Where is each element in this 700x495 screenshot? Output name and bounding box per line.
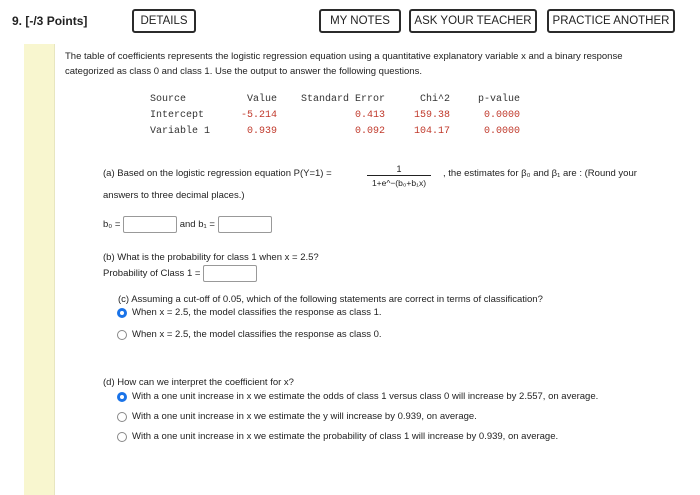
- part-d-option-2-radio[interactable]: [117, 412, 127, 422]
- b1-input[interactable]: [218, 216, 272, 233]
- part-c-option-2-radio[interactable]: [117, 330, 127, 340]
- ask-teacher-button[interactable]: ASK YOUR TEACHER: [409, 9, 537, 33]
- table-header: p-value: [477, 93, 520, 105]
- table-cell: Variable 1: [150, 125, 211, 137]
- part-b: [103, 250, 319, 282]
- part-d: [103, 377, 294, 388]
- coefficients-table: [150, 91, 520, 139]
- table-header: Standard Error: [300, 93, 385, 105]
- part-b-prompt: (b) What is the probability for class 1 when x = 2.5?: [103, 252, 319, 263]
- table-row: [150, 107, 520, 123]
- points-label: [-/3 Points]: [25, 14, 88, 28]
- table-cell: 0.0000: [483, 125, 520, 137]
- intro-text: The table of coefficients represents the logistic regression equation using a quantitative explanatory variable x and a binary response categorized as class 0 and class 1. Use the output to answer the following questions.: [65, 51, 623, 77]
- table-header: Source: [150, 93, 187, 105]
- part-a-prompt-tail: , the estimates for β₀ and β₁ are : (Round your: [443, 168, 637, 179]
- table-header-row: [150, 91, 520, 107]
- practice-another-button[interactable]: PRACTICE ANOTHER: [547, 9, 675, 33]
- part-a-instruction: answers to three decimal places.): [103, 190, 245, 201]
- part-c-option-1-radio[interactable]: [117, 308, 127, 318]
- table-cell: 0.413: [354, 109, 385, 121]
- formula-numerator: 1: [367, 164, 431, 176]
- table-cell: 159.38: [413, 109, 450, 121]
- part-d-option-1-label[interactable]: With a one unit increase in x we estimate the odds of class 1 versus class 0 will increase by 2.557, on average.: [132, 391, 599, 402]
- table-cell: 104.17: [413, 125, 450, 137]
- part-c-option-2-label[interactable]: When x = 2.5, the model classifies the response as class 0.: [132, 329, 382, 340]
- part-c-prompt: (c) Assuming a cut-off of 0.05, which of the following statements are correct in terms of classification?: [118, 294, 543, 305]
- left-margin-bar: [24, 44, 55, 495]
- part-d-prompt: (d) How can we interpret the coefficient for x?: [103, 377, 294, 388]
- b0-input[interactable]: [123, 216, 177, 233]
- table-cell: 0.0000: [483, 109, 520, 121]
- part-c-option-1-label[interactable]: When x = 2.5, the model classifies the response as class 1.: [132, 307, 382, 318]
- b1-label: and b₁ =: [179, 219, 215, 231]
- table-cell: 0.092: [354, 125, 385, 137]
- question-header: [0, 0, 700, 44]
- part-c: [118, 294, 543, 305]
- part-d-option-1-radio[interactable]: [117, 392, 127, 402]
- logistic-formula: [360, 164, 438, 188]
- probability-label: Probability of Class 1 =: [103, 268, 201, 280]
- table-header: Chi^2: [419, 93, 450, 105]
- formula-denominator: 1+e^−(b₀+b₁x): [371, 178, 427, 188]
- part-d-option-3-label[interactable]: With a one unit increase in x we estimate the probability of class 1 will increase by 0.939, on average.: [132, 431, 559, 442]
- table-row: [150, 123, 520, 139]
- my-notes-button[interactable]: MY NOTES: [319, 9, 401, 33]
- table-header: Value: [246, 93, 277, 105]
- table-cell: Intercept: [150, 109, 205, 121]
- question-body: [55, 44, 700, 495]
- part-a-prompt: (a) Based on the logistic regression equation P(Y=1) =: [103, 168, 332, 179]
- question-number: 9. [-/3 Points]: [12, 14, 88, 28]
- b0-label: b₀ =: [103, 219, 121, 231]
- table-cell: -5.214: [240, 109, 277, 121]
- table-cell: 0.939: [246, 125, 277, 137]
- part-a-inputs: [103, 216, 272, 233]
- details-button[interactable]: DETAILS: [132, 9, 196, 33]
- probability-input[interactable]: [203, 265, 257, 282]
- part-d-option-3-radio[interactable]: [117, 432, 127, 442]
- part-d-option-2-label[interactable]: With a one unit increase in x we estimate the y will increase by 0.939, on average.: [132, 411, 477, 422]
